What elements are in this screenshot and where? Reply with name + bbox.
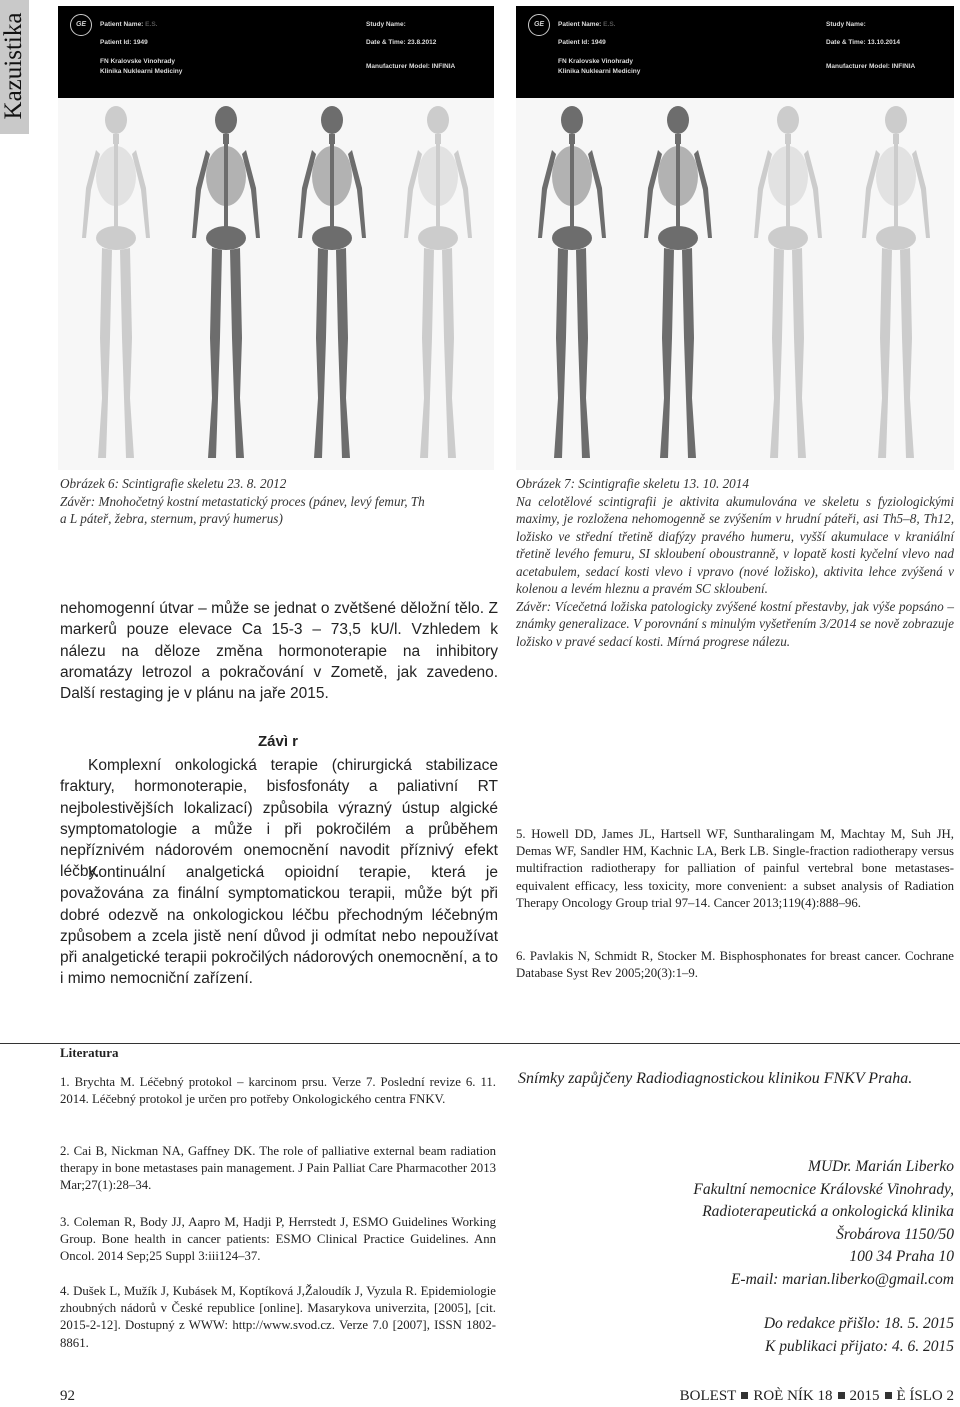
figure-7-title: Obrázek 7: Scintigrafie skeletu 13. 10. 2014 — [516, 476, 749, 491]
figure-6-caption: Obrázek 6: Scintigrafie skeletu 23. 8. 2012 Závěr: Mnohočetný kostní metastatický proces (pánev, levý femur, Th a L páteř, žebra, sternum, pravý humerus) — [60, 476, 425, 526]
scan-header: GE Patient Name: E.S. Patient Id: 1949 FN Kralovske Vinohrady Klinika Nuklearni Mediciny Study Name: Date & Time: 23.8.2012 Manufacturer Model: INFINIA — [58, 6, 494, 98]
conclusion-paragraph-1: Komplexní onkologická terapie (chirurgická stabilizace fraktury, hormonoterapie, bisfosfonáty a paliativní RT nejbolestivějších lokalizací) způsobila výrazný ústup algické symptomatologie a může i při pokročilém a průběhem nepříznivém nádorovém onemocnění navodit příznivý efekt léčby. — [60, 757, 498, 881]
section-divider — [0, 1043, 960, 1044]
scan-header: GE Patient Name: E.S. Patient Id: 1949 FN Kralovske Vinohrady Klinika Nuklearni Mediciny Study Name: Date & Time: 13.10.2014 Manufacturer Model: INFINIA — [516, 6, 954, 98]
skeleton-silhouette-posterior — [388, 98, 488, 470]
skeleton-silhouette-posterior — [846, 98, 946, 470]
skeleton-bones-posterior — [628, 98, 728, 470]
reference-2: 2. Cai B, Nickman NA, Gaffney DK. The role of palliative external beam radiation therapy in bone metastases pain management. J Pain Palliat Care Pharmacother 2013 Mar;27(1):28–34. — [60, 1144, 496, 1193]
reference-1: 1. Brychta M. Léčebný protokol – karcinom prsu. Verze 7. Poslední revize 6. 11. 2014. Léčebný protokol je určen pro potřeby Onkologického centra FNKV. — [60, 1075, 496, 1107]
reference-5: 5. Howell DD, James JL, Hartsell WF, Suntharalingam M, Machtay M, Suh JH, Demas WF, Sandler HM, Kachnic LA, Berk LB. Single-fraction radiotherapy versus multifraction radiotherapy for palliation of painful vertebral bone metastases-equivalent efficacy, less toxicity, more convenient: a subset analysis of Radiation Therapy Oncology Group trial 97–14. Cancer 2013;119(4):888–96. — [516, 827, 954, 910]
figure-7-caption — [516, 475, 954, 650]
literature-heading: Literatura — [60, 1045, 119, 1060]
author-name: MUDr. Marián Liberko — [808, 1158, 954, 1175]
image-credit: Snímky zapůjčeny Radiodiagnostickou klinikou FNKV Praha. — [518, 1070, 913, 1087]
conclusion-paragraph-2: Kontinuální analgetická opioidní terapie, která je považována za finální symptomatickou terapii, může být při dobré odezvě na onkologickou léčbu přechodným léčebným způsobem a zcela jistě není důvod ji odmítat nebo nepoužívat při analgetické terapii pokročilých nádorových onemocnění, a to i mimo nemocniční zařízení. — [60, 864, 498, 988]
reference-4: 4. Dušek L, Mužík J, Kubásek M, Koptíková J,Žaloudík J, Vyzula R. Epidemiologie zhoubných nádorů v České republice [online]. Masarykova univerzita, [2005], [cit. 2015-2-12]. Dostupný z WWW: http://www.svod.cz. Verze 7.0 [2007], ISSN 1802-8861. — [60, 1284, 496, 1350]
reference-3: 3. Coleman R, Body JJ, Aapro M, Hadji P, Herrstedt J, ESMO Guidelines Working Group. Bone health in cancer patients: ESMO Clinical Practice Guidelines. Ann Oncol. 2014 Sep;25 Suppl 3:iii124–37. — [60, 1215, 496, 1264]
reference-6: 6. Pavlakis N, Schmidt R, Stocker M. Bisphosphonates for breast cancer. Cochrane Database Syst Rev 2005;20(3):1–9. — [516, 949, 954, 981]
figure-7-text: Na celotělové scintigrafii je aktivita akumulována ve skeletu s fyziologickými maximy, je rozložena nehomogenně se zvýšením v hrudní páteři, asi Th5–8, Th12, ložisko ve střední třetině diafýzy pravého humeru, vyšší akumulace v kraniální třetině levého femuru, SI skloubení oboustranně, v lopatě kosti kyčelní vlevo nad acetabulem, sedací kosti vlevo i vpravo (nové ložisko), aktivita lehce zvýšená v kolenou a levém hleznu a pravém SC skloubení. — [516, 493, 954, 596]
skeleton-bones-anterior — [522, 98, 622, 470]
whole-body-scan-panel — [58, 98, 494, 470]
skeleton-silhouette-anterior — [738, 98, 838, 470]
figure-7-conclusion: Závěr: Vícečetná ložiska patologicky zvýšené kostní přestavby, jak výše popsáno – známky generalizace. V porovnání s minulým vyšetřením 3/2014 se nově zobrazuje ložisko v pravé sedací kosti. Mírná progrese nálezu. — [516, 598, 954, 649]
case-report-paragraph: nehomogenní útvar – může se jednat o zvětšené děložní tělo. Z markerů pouze elevace Ca 15-3 – 73,5 kU/l. Vzhledem k nálezu na děloze změna hormonoterapie na inhibitory aromatázy letrozol a pokračování v Zometě, jak zavedeno. Další restaging je v plánu na jaře 2015. — [60, 600, 498, 703]
whole-body-scan-panel — [516, 98, 954, 470]
author-contact: MUDr. Marián Liberko Fakultní nemocnice Královské Vinohrady, Radioterapeutická a onkologická klinika Šrobárova 1150/50 100 34 Praha 10 E-mail: marian.liberko@gmail.com — [514, 1156, 954, 1291]
author-email: E-mail: marian.liberko@gmail.com — [730, 1270, 954, 1288]
submission-dates: Do redakce přišlo: 18. 5. 2015 K publikaci přijato: 4. 6. 2015 — [763, 1315, 954, 1355]
page-number: 92 — [60, 1388, 75, 1404]
skeleton-bones-posterior — [282, 98, 382, 470]
section-tab-label: Kazuistika — [0, 12, 27, 120]
conclusion-heading: Závì r — [258, 733, 299, 750]
section-tab — [0, 0, 29, 134]
scintigraphy-image-2012 — [58, 6, 494, 470]
skeleton-bones-anterior — [176, 98, 276, 470]
ge-logo: GE — [528, 14, 550, 36]
scintigraphy-image-2014 — [516, 6, 954, 470]
journal-footer: BOLEST ROÈ NÍK 18 2015 È ÍSLO 2 — [679, 1388, 954, 1404]
ge-logo: GE — [70, 14, 92, 36]
skeleton-silhouette-anterior — [66, 98, 166, 470]
